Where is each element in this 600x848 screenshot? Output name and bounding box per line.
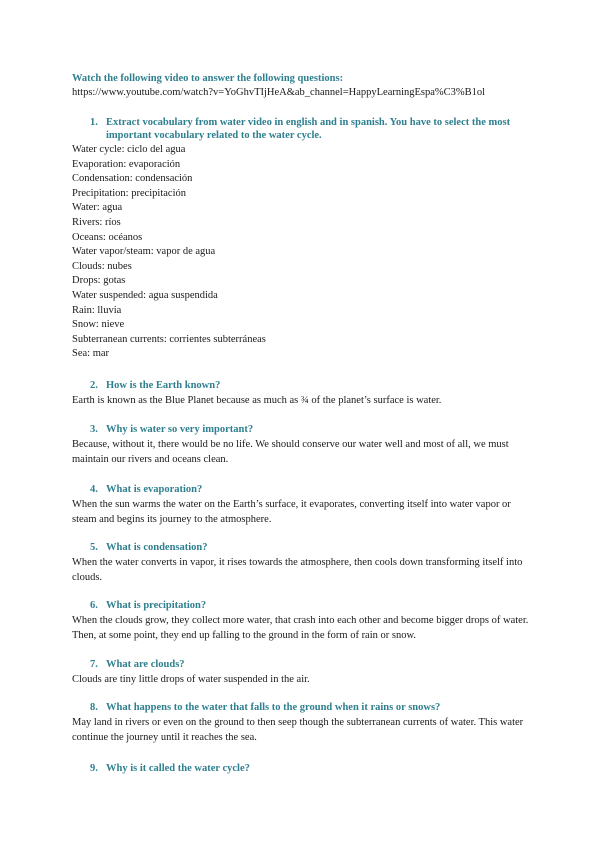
question-heading — [72, 423, 532, 436]
answer-text: When the water converts in vapor, it rises towards the atmosphere, then cools down transforming itself into clouds. — [72, 557, 523, 583]
answer-text: May land in rivers or even on the ground to then seep though the subterranean currents of water. This water continue the journey until it reaches the sea. — [72, 717, 524, 743]
question-block — [72, 762, 532, 777]
answer-text: Earth is known as the Blue Planet because as much as ¾ of the planet’s surface is water. — [72, 395, 442, 406]
question-block — [72, 701, 532, 745]
question-text: What are clouds? — [106, 659, 185, 670]
question-number: 1. — [90, 117, 98, 128]
question-text: Why is it called the water cycle? — [106, 763, 250, 774]
question-block — [72, 541, 532, 585]
question-text: Why is water so very important? — [106, 424, 254, 435]
vocab-item: Oceans: océanos — [72, 231, 143, 243]
intro — [72, 72, 532, 100]
vocab-item: Water suspended: agua suspendida — [72, 289, 218, 301]
question-heading — [72, 483, 532, 496]
vocab-item: Drops: gotas — [72, 275, 126, 287]
question-number: 7. — [90, 659, 98, 670]
question-number: 2. — [90, 380, 98, 391]
question-heading — [72, 116, 532, 142]
question-text: What is precipitation? — [106, 600, 207, 611]
video-url[interactable]: https://www.youtube.com/watch?v=YoGhvTIjHeA&ab_channel=HappyLearningEspa%C3%B1ol — [72, 87, 486, 98]
vocab-item: Precipitation: precipitación — [72, 187, 187, 199]
answer-text: When the sun warms the water on the Earth’s surface, it evaporates, converting itself into water vapor or steam and begins its journey to the atmosphere. — [72, 499, 511, 525]
question-heading — [72, 701, 532, 714]
question-block — [72, 658, 532, 688]
question-heading — [72, 762, 532, 775]
question-number: 3. — [90, 424, 98, 435]
question-block — [72, 599, 532, 643]
vocabulary-list — [72, 143, 532, 362]
question-text: What is evaporation? — [106, 484, 203, 495]
question-number: 6. — [90, 600, 98, 611]
question-heading — [72, 379, 532, 392]
vocab-item: Condensation: condensación — [72, 173, 193, 185]
intro-title: Watch the following video to answer the following questions: — [72, 73, 344, 84]
vocab-item: Evaporation: evaporación — [72, 158, 181, 170]
question-number: 9. — [90, 763, 98, 774]
question-text: Extract vocabulary from water video in english and in spanish. You have to select the most important vocabulary related to the water cycle. — [106, 117, 511, 141]
vocab-item: Snow: nieve — [72, 319, 125, 331]
vocab-item: Water: agua — [72, 202, 123, 214]
vocab-item: Sea: mar — [72, 348, 110, 360]
vocab-item: Water vapor/steam: vapor de agua — [72, 246, 216, 258]
question-block — [72, 483, 532, 527]
question-text: How is the Earth known? — [106, 380, 221, 391]
question-number: 8. — [90, 702, 98, 713]
vocab-item: Rain: lluvia — [72, 304, 122, 316]
vocab-item: Water cycle: ciclo del agua — [72, 144, 186, 155]
vocab-item: Clouds: nubes — [72, 260, 132, 272]
question-number: 4. — [90, 484, 98, 495]
answer-text: Because, without it, there would be no life. We should conserve our water well and most of all, we must maintain our rivers and oceans clean. — [72, 439, 509, 465]
answer-text: Clouds are tiny little drops of water suspended in the air. — [72, 674, 310, 685]
question-block — [72, 423, 532, 467]
answer-text: When the clouds grow, they collect more water, that crash into each other and become bigger drops of water. Then, at some point, they end up falling to the ground in the form of rain or snow. — [72, 615, 529, 641]
question-text: What is condensation? — [106, 542, 208, 553]
vocab-section — [72, 116, 532, 362]
question-number: 5. — [90, 542, 98, 553]
vocab-item: Subterranean currents: corrientes subterráneas — [72, 333, 266, 345]
question-text: What happens to the water that falls to the ground when it rains or snows? — [106, 702, 441, 713]
vocab-item: Rivers: ríos — [72, 216, 121, 228]
question-heading — [72, 541, 532, 554]
question-heading — [72, 599, 532, 612]
question-heading — [72, 658, 532, 671]
question-block — [72, 379, 532, 409]
